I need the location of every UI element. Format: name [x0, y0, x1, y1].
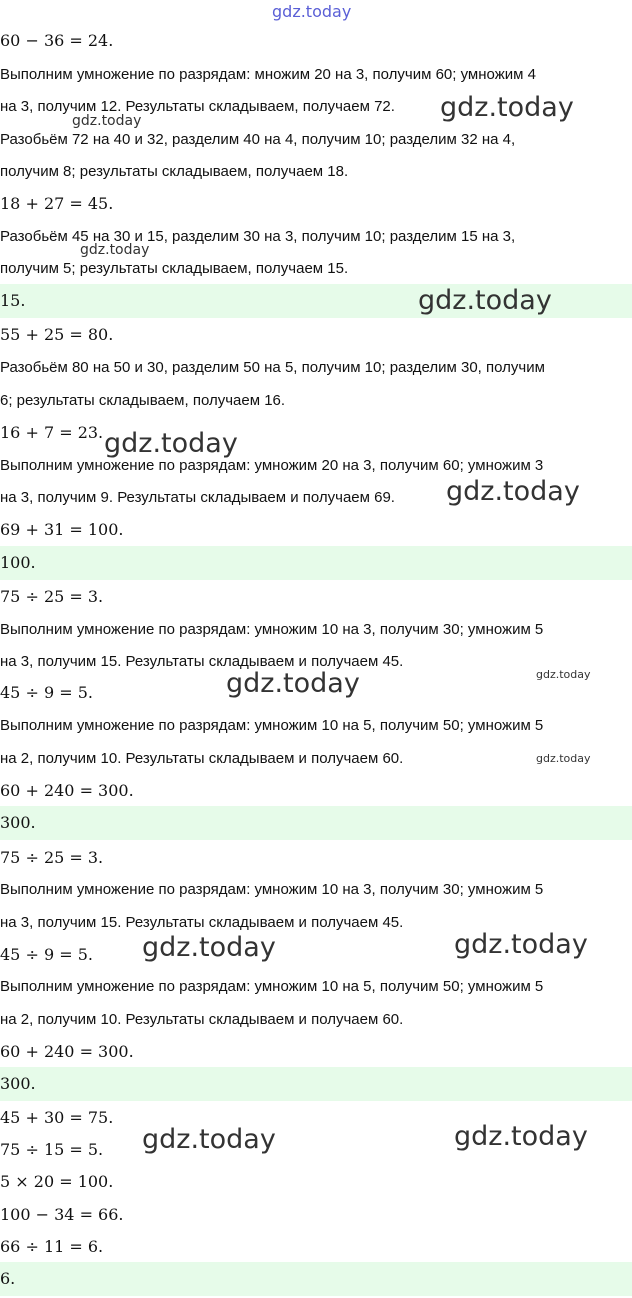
- answer-highlight: 100.: [0, 546, 632, 580]
- equation-line: 66 ÷ 11 = 6.: [0, 1237, 104, 1256]
- explanation-line: Выполним умножение по разрядам: умножим 10 на 5, получим 50; умножим 5: [0, 978, 544, 995]
- equation-line: 45 ÷ 9 = 5.: [0, 945, 93, 964]
- equation-line: 60 + 240 = 300.: [0, 781, 134, 800]
- explanation-line: 6; результаты складываем, получаем 16.: [0, 392, 286, 409]
- watermark: gdz.today: [440, 92, 574, 123]
- answer-highlight: 300.: [0, 806, 632, 840]
- watermark: gdz.today: [454, 1121, 588, 1152]
- explanation-line: Выполним умножение по разрядам: умножим 10 на 3, получим 30; умножим 5: [0, 881, 544, 898]
- explanation-line: Выполним умножение по разрядам: умножим 10 на 3, получим 30; умножим 5: [0, 621, 544, 638]
- equation-line: 45 + 30 = 75.: [0, 1108, 114, 1127]
- equation-line: 75 ÷ 25 = 3.: [0, 848, 104, 867]
- watermark: gdz.today: [454, 929, 588, 960]
- explanation-line: на 3, получим 15. Результаты складываем и получаем 45.: [0, 653, 404, 670]
- watermark: gdz.today: [80, 242, 150, 258]
- answer-highlight: 6.: [0, 1262, 632, 1296]
- watermark: gdz.today: [142, 1124, 276, 1155]
- equation-line: 69 + 31 = 100.: [0, 520, 124, 539]
- equation-line: 100 − 34 = 66.: [0, 1205, 124, 1224]
- explanation-line: на 3, получим 9. Результаты складываем и получаем 69.: [0, 489, 395, 506]
- explanation-line: Выполним умножение по разрядам: умножим 20 на 3, получим 60; умножим 3: [0, 457, 544, 474]
- explanation-line: получим 5; результаты складываем, получаем 15.: [0, 260, 349, 277]
- explanation-line: на 3, получим 12. Результаты складываем, получаем 72.: [0, 98, 395, 115]
- explanation-line: на 3, получим 15. Результаты складываем и получаем 45.: [0, 914, 404, 931]
- watermark: gdz.today: [142, 932, 276, 963]
- explanation-line: получим 8; результаты складываем, получаем 18.: [0, 163, 349, 180]
- equation-line: 45 ÷ 9 = 5.: [0, 683, 93, 702]
- equation-line: 18 + 27 = 45.: [0, 194, 114, 213]
- watermark: gdz.today: [418, 285, 552, 316]
- watermark: gdz.today: [446, 476, 580, 507]
- equation-line: 75 ÷ 15 = 5.: [0, 1140, 104, 1159]
- watermark: gdz.today: [72, 113, 142, 129]
- equation-line: 60 + 240 = 300.: [0, 1042, 134, 1061]
- answer-highlight: 300.: [0, 1067, 632, 1101]
- explanation-line: Выполним умножение по разрядам: множим 20 на 3, получим 60; умножим 4: [0, 66, 536, 83]
- watermark: gdz.today: [104, 428, 238, 459]
- explanation-line: на 2, получим 10. Результаты складываем и получаем 60.: [0, 750, 404, 767]
- explanation-line: Разобьём 45 на 30 и 15, разделим 30 на 3, получим 10; разделим 15 на 3,: [0, 228, 516, 245]
- equation-line: 75 ÷ 25 = 3.: [0, 587, 104, 606]
- header-watermark: gdz.today: [272, 2, 352, 21]
- equation-line: 55 + 25 = 80.: [0, 325, 114, 344]
- explanation-line: Разобьём 72 на 40 и 32, разделим 40 на 4, получим 10; разделим 32 на 4,: [0, 131, 516, 148]
- watermark: gdz.today: [226, 668, 360, 699]
- equation-line: 60 − 36 = 24.: [0, 31, 114, 50]
- explanation-line: на 2, получим 10. Результаты складываем и получаем 60.: [0, 1011, 404, 1028]
- answer-highlight: 15.: [0, 284, 632, 318]
- explanation-line: Выполним умножение по разрядам: умножим 10 на 5, получим 50; умножим 5: [0, 717, 544, 734]
- explanation-line: Разобьём 80 на 50 и 30, разделим 50 на 5, получим 10; разделим 30, получим: [0, 359, 545, 376]
- equation-line: 5 × 20 = 100.: [0, 1172, 114, 1191]
- watermark: gdz.today: [536, 668, 591, 681]
- equation-line: 16 + 7 = 23.: [0, 423, 104, 442]
- watermark: gdz.today: [536, 752, 591, 765]
